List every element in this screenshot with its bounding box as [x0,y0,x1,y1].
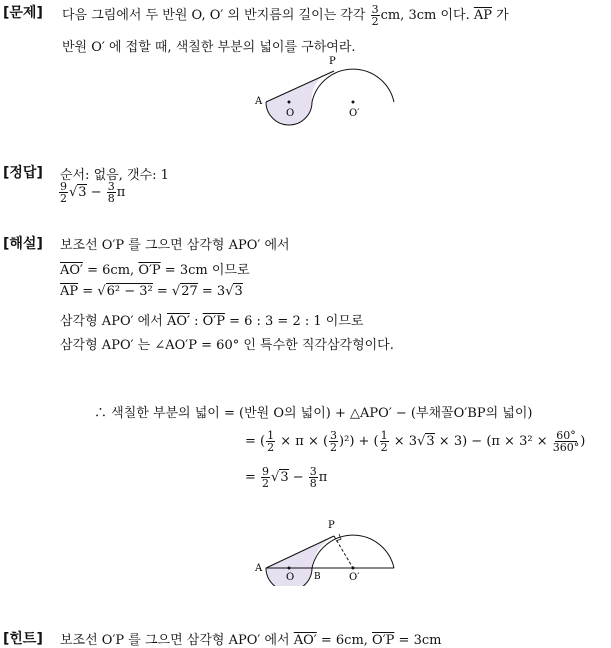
frac-num: 1 [380,429,388,442]
answer-line1: 순서: 없음, 갯수: 1 [60,168,169,183]
text: × 3 [389,434,418,449]
label-oprime: O′ [349,108,360,119]
center-oprime-dot [352,101,355,104]
root-expr: 27 [181,284,198,299]
segment-ap: $\overline{AP}$ [60,284,79,299]
text: : [189,314,203,329]
center-o-dot [288,567,291,570]
frac-den: 2 [60,192,67,205]
label-o: O [286,572,295,583]
root-expr: 3 [234,284,243,299]
frac [266,430,275,453]
segment-ao: AO′ [293,633,317,648]
frac-num: 3 [309,465,317,478]
result-line3: = $\frac{9}{2}$ √3 − $\frac{3}{8}$ π [245,465,328,490]
figure-1 [250,54,410,134]
problem-tag: [문제] [3,5,43,21]
segment-op: O′P [138,263,161,278]
frac-num: 3 [371,3,379,16]
text: = ( [245,434,266,449]
problem-fraction [371,4,380,27]
frac [380,430,389,453]
solution-line1: 보조선 O′P 를 그으면 삼각형 APO′ 에서 [60,238,290,253]
problem-text-a: 다음 그림에서 두 반원 O, O′ 의 반지름의 길이는 각각 [62,8,366,23]
label-p: P [329,56,336,67]
frac-den: 2 [267,441,275,454]
problem-text-c: 가 [496,8,509,23]
problem-text-b: cm, 3cm 이다. [380,8,470,23]
result-line1: ∴ 색칠한 부분의 넓이 = (반원 O의 넓이) + △APO′ − (부채꼴O′BP의 넓이) [94,406,533,421]
problem-line2: 반원 O′ 에 접할 때, 색칠한 부분의 넓이를 구하여라. [62,40,356,55]
frac-den: 2 [262,477,270,490]
root-expr: 6² − 3² [106,284,153,299]
answer-frac1 [59,181,68,204]
solution-line2 [60,259,250,278]
frac-den: 2 [371,15,379,28]
label-a: A [255,96,263,107]
text: × π × ( [276,434,329,449]
label-o: O [286,108,295,119]
frac-den: 8 [107,192,115,205]
frac [309,466,318,489]
frac-num: 3 [330,429,338,442]
text: ) [580,434,586,449]
hint-line [60,629,441,648]
frac-num: 3 [107,180,115,193]
text: = 3cm 이므로 [160,263,250,278]
root-expr: 3 [280,470,289,485]
text: 보조선 O′P 를 그으면 삼각형 APO′ 에서 [60,633,294,648]
hint-tag: [힌트] [3,631,43,647]
label-a: A [255,563,263,574]
segment-op: O′P [202,314,225,329]
frac [329,430,338,453]
segment-op: O′P [372,633,395,648]
frac-num: 9 [60,180,67,193]
text: − [288,470,308,485]
text: )²) + ( [339,434,379,449]
text: = 6 : 3 = 2 : 1 이므로 [224,314,364,329]
problem-line1 [62,4,509,27]
center-oprime-dot [352,567,355,570]
frac-num: 9 [262,465,270,478]
answer-root: 3 [78,185,87,200]
text: = [245,470,261,485]
frac-den: 360° [552,441,580,454]
text: = [78,284,98,299]
text: = 6cm, [83,263,139,278]
frac-num: 1 [267,429,275,442]
large-semicircle [312,69,394,102]
answer-expression: $\frac{9}{2}$ √3 − $\frac{3}{8}$ π [60,180,126,205]
figure-2 [250,516,410,586]
frac-den: 2 [330,441,338,454]
text: = 3cm [394,633,442,648]
label-b: B [314,572,321,582]
frac-den: 2 [380,441,388,454]
root-expr: 3 [426,434,435,449]
answer-tag: [정답] [3,165,43,181]
pi-symbol: π [116,185,126,200]
solution-line3: $\overline{AP} = √6^2 - 3^2 = √27 = 3√3$ [60,284,243,299]
pi-symbol: π [318,470,328,485]
solution-line4 [60,310,363,329]
shaded-region [266,536,334,586]
text: 삼각형 APO′ 에서 [60,314,167,329]
frac-den: 8 [309,477,317,490]
text: × 3) − (π × 3² × [434,434,552,449]
frac [553,430,580,453]
label-oprime: O′ [349,572,360,583]
answer-frac2 [107,181,116,204]
frac [261,466,270,489]
shaded-region [266,71,334,125]
center-o-dot [288,101,291,104]
label-p: P [328,520,335,531]
segment-ao: AO′ [60,263,83,278]
segment-ap: $\overline{AP}$ [473,8,492,23]
solution-line5: 삼각형 APO′ 는 ∠AO′P = 60° 인 특수한 직각삼각형이다. [60,338,394,353]
segment-ao: AO′ [166,314,190,329]
result-line2: = ( $\frac{1}{2}$ × π × ( $\frac{3}{2}$ )²) + ( $\frac{1}{2}$ × 3√3 × 3) − (π × 3² × $\frac{60^\circ}{360^\circ}$ ) [245,429,586,454]
text: = 6cm, [316,633,373,648]
minus-sign: − [90,185,102,200]
text: = 3 [197,284,226,299]
frac-num: 60° [556,429,576,442]
text: = [152,284,172,299]
solution-tag: [해설] [3,236,43,252]
